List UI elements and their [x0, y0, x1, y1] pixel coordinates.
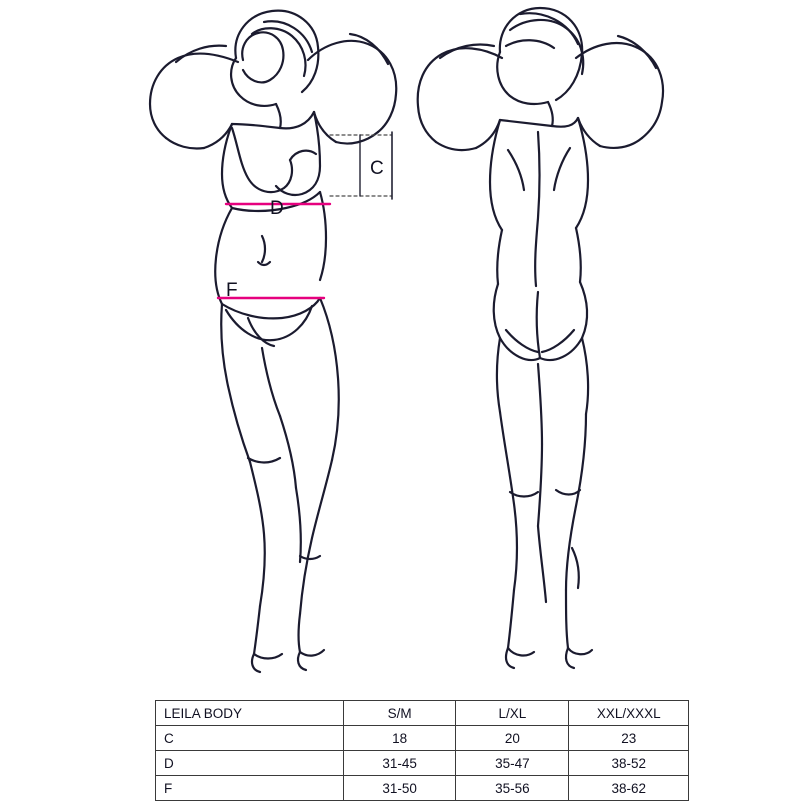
- table-row: [156, 751, 689, 776]
- measure-label-d: D: [270, 198, 284, 219]
- front-view-female-body-silhouette: [150, 11, 396, 672]
- back-view-female-body-silhouette: [418, 8, 663, 668]
- table-header-row: [156, 701, 689, 726]
- table-row: [156, 726, 689, 751]
- row-d-value-3: 38-52: [569, 751, 689, 776]
- row-c-value-3: 23: [569, 726, 689, 751]
- row-c-value-2: 20: [456, 726, 569, 751]
- measure-label-f: F: [226, 280, 238, 301]
- table-header-size-1: S/M: [343, 701, 455, 726]
- measure-label-c: C: [370, 158, 384, 179]
- row-label-d: D: [156, 751, 344, 776]
- row-c-value-1: 18: [343, 726, 455, 751]
- table-title-cell: LEILA BODY: [156, 701, 344, 726]
- measure-guides: [218, 132, 392, 298]
- row-d-value-1: 31-45: [343, 751, 455, 776]
- size-table: [155, 700, 689, 801]
- row-f-value-3: 38-62: [569, 776, 689, 801]
- table-row: [156, 776, 689, 801]
- row-label-f: F: [156, 776, 344, 801]
- table-header-size-2: L/XL: [456, 701, 569, 726]
- row-f-value-1: 31-50: [343, 776, 455, 801]
- row-f-value-2: 35-56: [456, 776, 569, 801]
- row-label-c: C: [156, 726, 344, 751]
- row-d-value-2: 35-47: [456, 751, 569, 776]
- table-header-size-3: XXL/XXXL: [569, 701, 689, 726]
